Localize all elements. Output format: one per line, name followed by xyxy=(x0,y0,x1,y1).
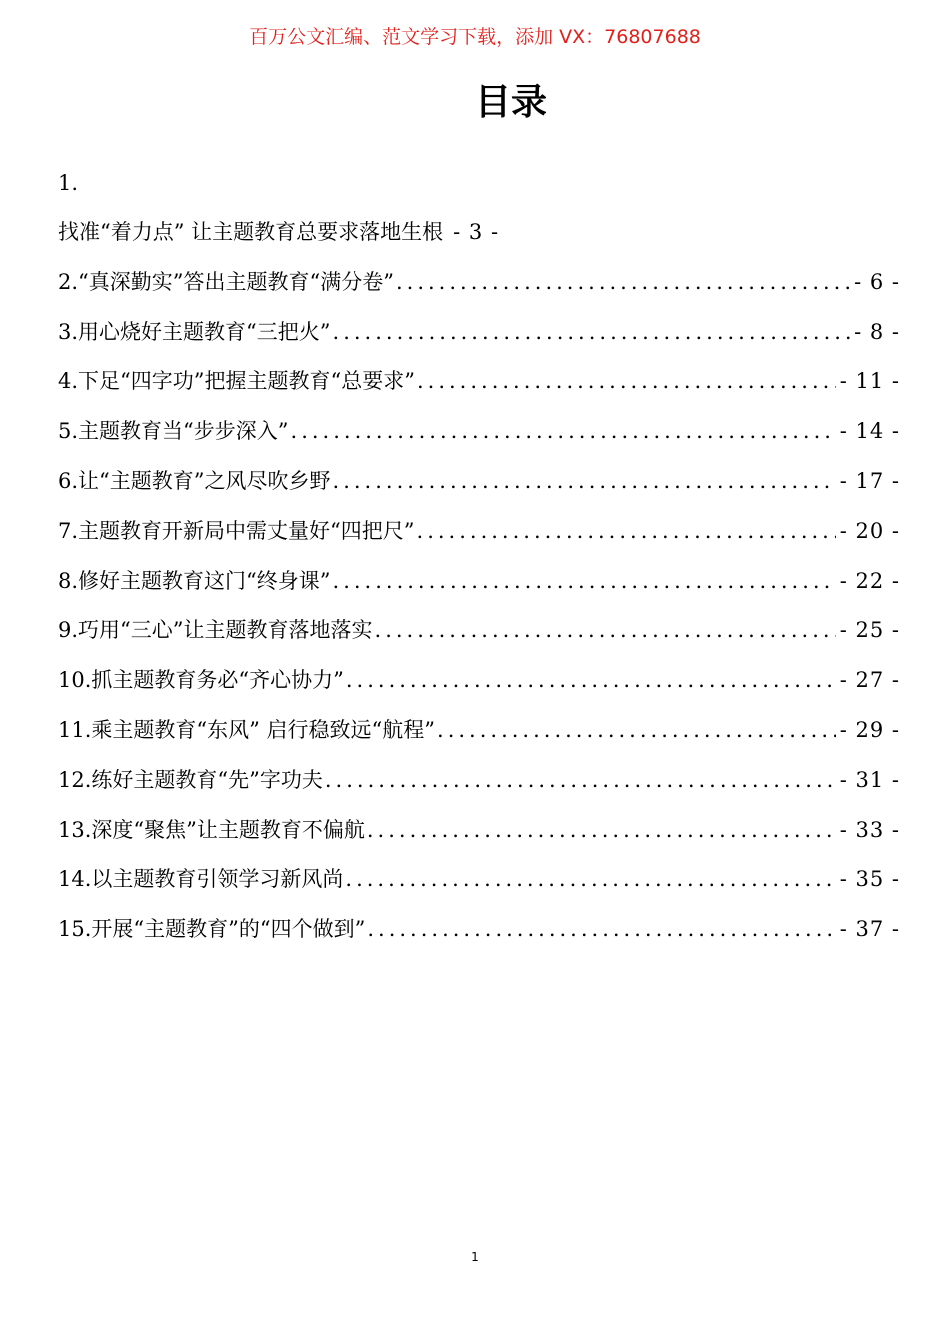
toc-entry-title: 找准“着力点” 让主题教育总要求落地生根 xyxy=(58,220,444,244)
toc-dot-leader xyxy=(333,557,836,607)
toc-entry-page: - 25 - xyxy=(839,618,900,643)
toc-entry[interactable] xyxy=(58,308,900,358)
toc-dot-leader xyxy=(437,706,836,756)
toc-entry-page: - 35 - xyxy=(839,867,900,892)
toc-entry-page: - 20 - xyxy=(839,518,900,543)
toc-dot-leader xyxy=(345,855,835,905)
toc-dot-leader xyxy=(333,457,836,507)
toc-entry[interactable] xyxy=(58,606,900,656)
toc-dot-leader xyxy=(396,258,850,308)
toc-entry-title: 10.抓主题教育务必“齐心协力” xyxy=(58,668,344,693)
toc-entry[interactable] xyxy=(58,905,900,955)
toc-dot-leader xyxy=(375,606,836,656)
toc-entry[interactable] xyxy=(58,706,900,756)
toc-entry-page: - 11 - xyxy=(839,369,900,394)
toc-dot-leader xyxy=(367,905,835,955)
toc-entry-title: 14.以主题教育引领学习新风尚 xyxy=(58,867,344,892)
toc-entry-title: 15.开展“主题教育”的“四个做到” xyxy=(58,917,366,942)
toc-first-number: 1. xyxy=(58,171,79,195)
toc-entry-page: - 27 - xyxy=(839,668,900,693)
toc-entry-title: 7.主题教育开新局中需丈量好“四把尺” xyxy=(58,518,415,543)
header-banner: 百万公文汇编、范文学习下载，添加 VX：76807688 xyxy=(249,26,701,48)
toc-dot-leader xyxy=(291,407,836,457)
page-title: 目录 xyxy=(474,82,547,123)
toc-entry-page: - 8 - xyxy=(854,319,900,344)
toc-entry[interactable] xyxy=(58,208,900,258)
toc-entry-title: 8.修好主题教育这门“终身课” xyxy=(58,568,331,593)
toc-entry[interactable] xyxy=(58,756,900,806)
toc-entry-title: 3.用心烧好主题教育“三把火” xyxy=(58,319,331,344)
toc-entry-page: - 14 - xyxy=(839,419,900,444)
toc-entry[interactable] xyxy=(58,357,900,407)
toc-dot-leader xyxy=(333,308,851,358)
toc-entry-page: - 37 - xyxy=(839,917,900,942)
toc-entry-title: 5.主题教育当“步步深入” xyxy=(58,419,289,444)
toc-entry-page: - 29 - xyxy=(839,717,900,742)
toc-dot-leader xyxy=(417,357,836,407)
toc-entry-title: 12.练好主题教育“先”字功夫 xyxy=(58,767,323,792)
toc-entry-page: - 33 - xyxy=(839,817,900,842)
toc-entry[interactable] xyxy=(58,806,900,856)
toc-dot-leader xyxy=(325,756,836,806)
toc-entry[interactable] xyxy=(58,656,900,706)
toc-entry-title: 6.让“主题教育”之风尽吹乡野 xyxy=(58,468,331,493)
toc-entry-title: 9.巧用“三心”让主题教育落地落实 xyxy=(58,618,373,643)
toc-entry-page: - 17 - xyxy=(839,468,900,493)
toc-entry[interactable] xyxy=(58,557,900,607)
toc-entry[interactable] xyxy=(58,457,900,507)
toc-entry-title: 4.下足“四字功”把握主题教育“总要求” xyxy=(58,369,415,394)
toc-entry-title: 13.深度“聚焦”让主题教育不偏航 xyxy=(58,817,365,842)
toc-dot-leader xyxy=(346,656,836,706)
toc-entry-page: - 6 - xyxy=(854,269,900,294)
table-of-contents xyxy=(58,158,900,955)
toc-entry[interactable] xyxy=(58,258,900,308)
toc-entry-page: - 22 - xyxy=(839,568,900,593)
toc-entry[interactable] xyxy=(58,507,900,557)
toc-entry-page: - 31 - xyxy=(839,767,900,792)
toc-entry-title: 2.“真深勤实”答出主题教育“满分卷” xyxy=(58,269,394,294)
toc-entry-title: 11.乘主题教育“东风” 启行稳致远“航程” xyxy=(58,717,436,742)
toc-entry[interactable] xyxy=(58,407,900,457)
page-number: 1 xyxy=(471,1250,479,1264)
toc-entry-page: - 3 - xyxy=(453,220,500,244)
toc-entry[interactable] xyxy=(58,855,900,905)
toc-dot-leader xyxy=(367,806,836,856)
toc-dot-leader xyxy=(417,507,836,557)
